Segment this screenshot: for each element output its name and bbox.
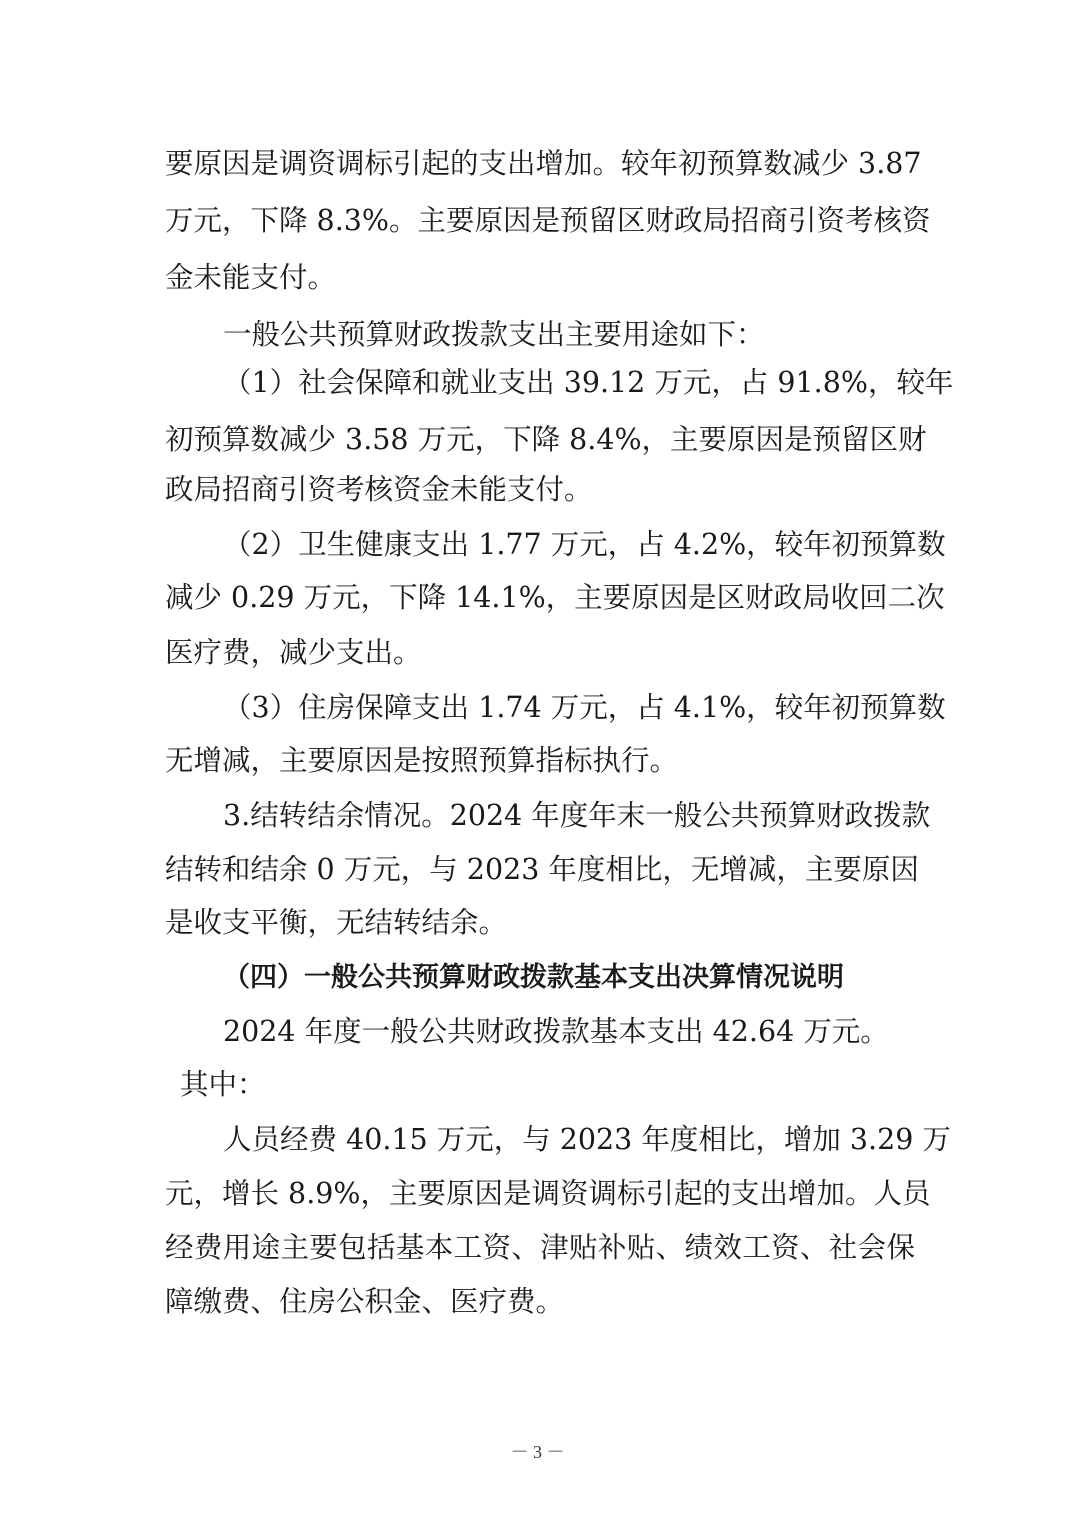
text-line: 初预算数减少 3.58 万元，下降 8.4%，主要原因是预留区财 — [165, 423, 927, 456]
text-line: （2）卫生健康支出 1.77 万元，占 4.2%，较年初预算数 — [223, 528, 946, 561]
text-line: 人员经费 40.15 万元，与 2023 年度相比，增加 3.29 万 — [223, 1123, 951, 1156]
text-line: 3.结转结余情况。2024 年度年末一般公共预算财政拨款 — [223, 799, 931, 832]
text-line: 医疗费，减少支出。 — [165, 636, 422, 669]
text-line: 万元，下降 8.3%。主要原因是预留区财政局招商引资考核资 — [165, 204, 931, 237]
text-line: 元，增长 8.9%，主要原因是调资调标引起的支出增加。人员 — [165, 1177, 931, 1210]
text-line: 障缴费、住房公积金、医疗费。 — [165, 1285, 565, 1318]
text-line: （1）社会保障和就业支出 39.12 万元，占 91.8%，较年 — [223, 366, 954, 399]
text-line: 2024 年度一般公共财政拨款基本支出 42.64 万元。 — [223, 1015, 889, 1048]
text-line: 一般公共预算财政拨款支出主要用途如下： — [223, 318, 765, 351]
page-number: － 3 － — [510, 1442, 565, 1462]
text-line: （3）住房保障支出 1.74 万元，占 4.1%，较年初预算数 — [223, 691, 946, 724]
text-line: 经费用途主要包括基本工资、津贴补贴、绩效工资、社会保 — [165, 1231, 915, 1264]
text-line: 减少 0.29 万元，下降 14.1%，主要原因是区财政局收回二次 — [165, 581, 945, 614]
text-line: 其中： — [180, 1068, 266, 1101]
text-line: 要原因是调资调标引起的支出增加。较年初预算数减少 3.87 — [165, 147, 922, 180]
text-line: 结转和结余 0 万元，与 2023 年度相比，无增减，主要原因 — [165, 853, 919, 886]
section-heading: （四）一般公共预算财政拨款基本支出决算情况说明 — [223, 962, 844, 993]
text-line: 金未能支付。 — [165, 261, 337, 294]
text-line: 政局招商引资考核资金未能支付。 — [165, 473, 593, 506]
text-line: 无增减，主要原因是按照预算指标执行。 — [165, 744, 679, 777]
text-line: 是收支平衡，无结转结余。 — [165, 906, 508, 939]
